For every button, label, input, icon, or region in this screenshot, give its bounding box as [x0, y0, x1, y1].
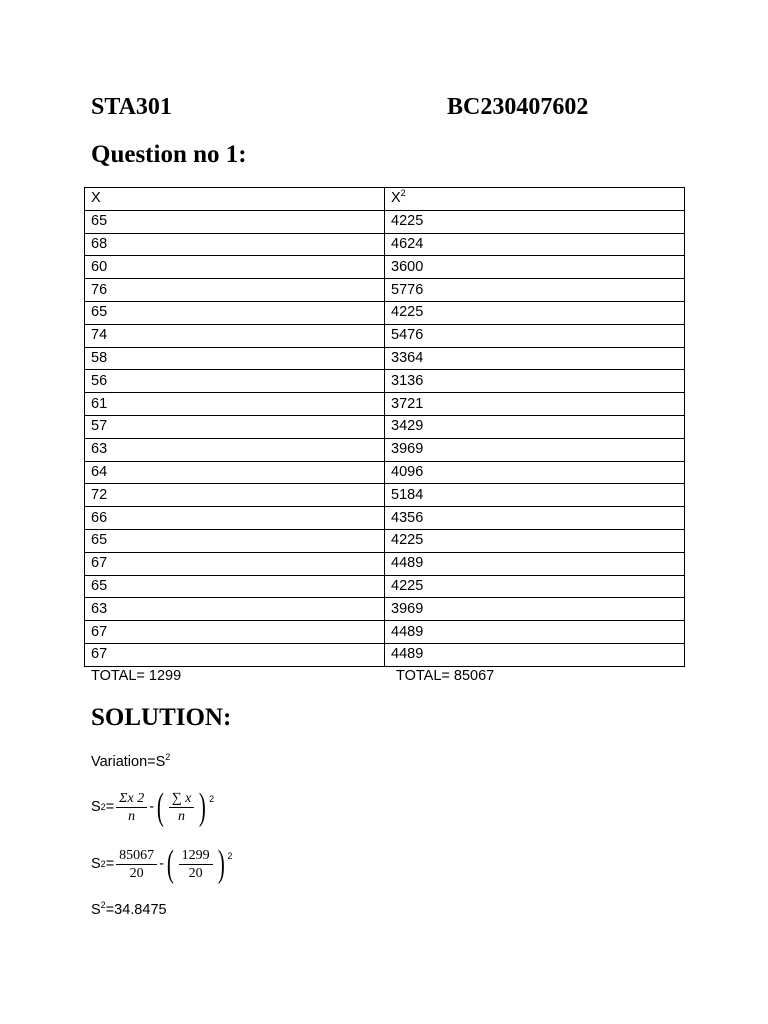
cell-x: 57 — [85, 415, 385, 438]
cell-x: 63 — [85, 438, 385, 461]
table-row — [85, 529, 685, 552]
table-row — [85, 347, 685, 370]
student-id: BC230407602 — [447, 94, 589, 120]
cell-x: 67 — [85, 643, 385, 666]
table-row — [85, 575, 685, 598]
cell-x2: 4624 — [385, 233, 685, 256]
cell-x2: 3721 — [385, 393, 685, 416]
table-row — [85, 256, 685, 279]
table-row — [85, 507, 685, 530]
variance-formula: S 2 = $\frac{\Sigma x 2}{n}$ - ( $\frac{\sum x}{n}$ ) 2 — [91, 786, 215, 828]
data-table — [84, 187, 685, 667]
cell-x2: 4225 — [385, 529, 685, 552]
cell-x2: 4225 — [385, 210, 685, 233]
cell-x2: 4489 — [385, 552, 685, 575]
cell-x: 58 — [85, 347, 385, 370]
table-row — [85, 233, 685, 256]
cell-x2: 3136 — [385, 370, 685, 393]
header-x: X — [85, 188, 385, 211]
fraction-sum-x2-over-n: $\frac{\Sigma x 2}{n}$ — [116, 790, 147, 825]
cell-x: 72 — [85, 484, 385, 507]
cell-x2: 3969 — [385, 438, 685, 461]
cell-x: 65 — [85, 301, 385, 324]
table-header-row — [85, 188, 685, 211]
solution-heading: SOLUTION: — [91, 704, 232, 731]
table-row — [85, 210, 685, 233]
cell-x: 65 — [85, 529, 385, 552]
cell-x2: 5476 — [385, 324, 685, 347]
table-row — [85, 438, 685, 461]
cell-x2: 4225 — [385, 301, 685, 324]
table-row — [85, 484, 685, 507]
cell-x: 66 — [85, 507, 385, 530]
cell-x2: 4489 — [385, 643, 685, 666]
table-row — [85, 324, 685, 347]
total-x: TOTAL= 1299 — [91, 668, 182, 684]
cell-x: 61 — [85, 393, 385, 416]
cell-x: 65 — [85, 210, 385, 233]
table-row — [85, 393, 685, 416]
table-row — [85, 461, 685, 484]
cell-x: 67 — [85, 552, 385, 575]
variation-line: $Variation=S^2$ — [91, 752, 171, 770]
cell-x: 74 — [85, 324, 385, 347]
table-row — [85, 415, 685, 438]
cell-x: 65 — [85, 575, 385, 598]
variance-substitution: S 2 = $\frac{85067}{20}$ - ( $\frac{1299}{20}$ ) 2 — [91, 843, 233, 885]
table-row — [85, 621, 685, 644]
header-x2: $X^2$ — [385, 188, 685, 211]
cell-x: 60 — [85, 256, 385, 279]
cell-x: 76 — [85, 279, 385, 302]
question-title: Question no 1: — [91, 141, 247, 168]
cell-x: 63 — [85, 598, 385, 621]
fraction-sum-x-over-n: $\frac{\sum x}{n}$ — [169, 790, 195, 825]
cell-x: 68 — [85, 233, 385, 256]
table-row — [85, 552, 685, 575]
cell-x2: 4489 — [385, 621, 685, 644]
table-row — [85, 279, 685, 302]
cell-x2: 3969 — [385, 598, 685, 621]
cell-x2: 5184 — [385, 484, 685, 507]
table-row — [85, 643, 685, 666]
cell-x: 67 — [85, 621, 385, 644]
fraction-85067-over-20: $\frac{85067}{20}$ — [116, 847, 157, 882]
total-x2: TOTAL= 85067 — [396, 668, 495, 684]
cell-x: 56 — [85, 370, 385, 393]
cell-x: 64 — [85, 461, 385, 484]
cell-x2: 3364 — [385, 347, 685, 370]
table-row — [85, 370, 685, 393]
cell-x2: 3600 — [385, 256, 685, 279]
table-row — [85, 598, 685, 621]
course-code: STA301 — [91, 94, 172, 120]
cell-x2: 4356 — [385, 507, 685, 530]
cell-x2: 4096 — [385, 461, 685, 484]
fraction-1299-over-20: $\frac{1299}{20}$ — [179, 847, 213, 882]
cell-x2: 3429 — [385, 415, 685, 438]
cell-x2: 4225 — [385, 575, 685, 598]
table-row — [85, 301, 685, 324]
variance-result: $S^2=34.8475$ — [91, 900, 167, 918]
cell-x2: 5776 — [385, 279, 685, 302]
